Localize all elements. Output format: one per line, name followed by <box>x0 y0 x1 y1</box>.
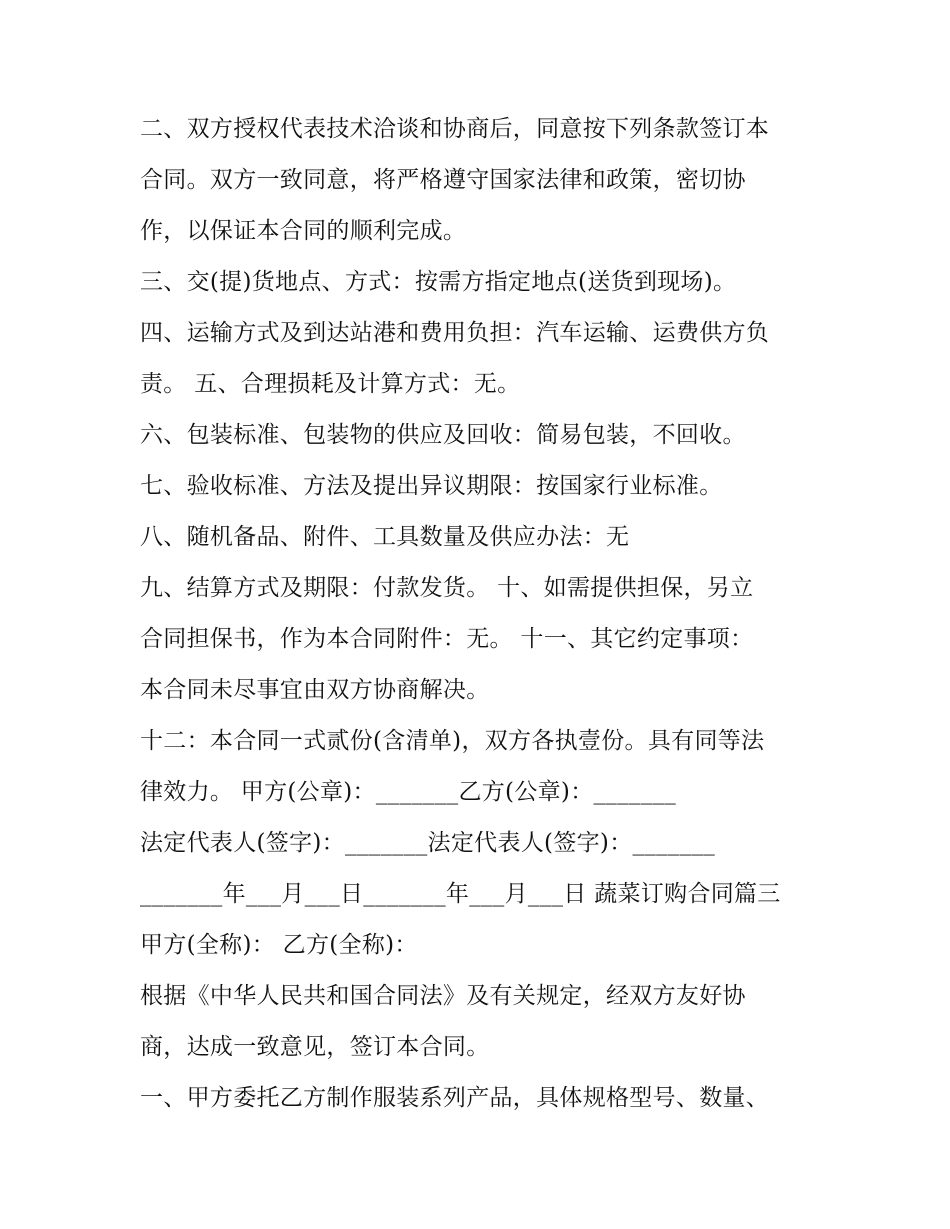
text-line: 十二：本合同一式贰份(含清单)，双方各执壹份。具有同等法 <box>140 728 765 754</box>
text-line: 责。 五、合理损耗及计算方式：无。 <box>140 371 521 397</box>
text-line: 作，以保证本合同的顺利完成。 <box>140 218 467 244</box>
text-line: 根据《中华人民共和国合同法》及有关规定，经双方友好协 <box>140 983 746 1009</box>
text-line: 商，达成一致意见，签订本合同。 <box>140 1034 490 1060</box>
signature-line: 律效力。 甲方(公章)：_______乙方(公章)：_______ <box>140 779 677 805</box>
text-line: 二、双方授权代表技术洽谈和协商后，同意按下列条款签订本 <box>140 116 770 142</box>
signature-line: 法定代表人(签字)：_______法定代表人(签字)：_______ <box>140 830 716 856</box>
contract-body <box>140 104 820 1124</box>
text-line: 四、运输方式及到达站港和费用负担：汽车运输、运费供方负 <box>140 320 770 346</box>
date-line: _______年___月___日_______年___月___日 蔬菜订购合同篇三 <box>140 881 781 907</box>
text-line: 合同。双方一致同意，将严格遵守国家法律和政策，密切协 <box>140 167 746 193</box>
text-line: 六、包装标准、包装物的供应及回收：简易包装，不回收。 <box>140 422 746 448</box>
text-line: 合同担保书，作为本合同附件：无。 十一、其它约定事项： <box>140 626 754 652</box>
text-line: 三、交(提)货地点、方式：按需方指定地点(送货到现场)。 <box>140 269 737 295</box>
text-line: 九、结算方式及期限：付款发货。 十、如需提供担保，另立 <box>140 575 754 601</box>
text-line: 八、随机备品、附件、工具数量及供应办法：无 <box>140 524 630 550</box>
text-line: 一、甲方委托乙方制作服装系列产品，具体规格型号、数量、 <box>140 1085 770 1111</box>
text-line: 七、验收标准、方法及提出异议期限：按国家行业标准。 <box>140 473 723 499</box>
text-line: 本合同未尽事宜由双方协商解决。 <box>140 677 490 703</box>
party-line: 甲方(全称)： 乙方(全称)： <box>140 932 418 958</box>
